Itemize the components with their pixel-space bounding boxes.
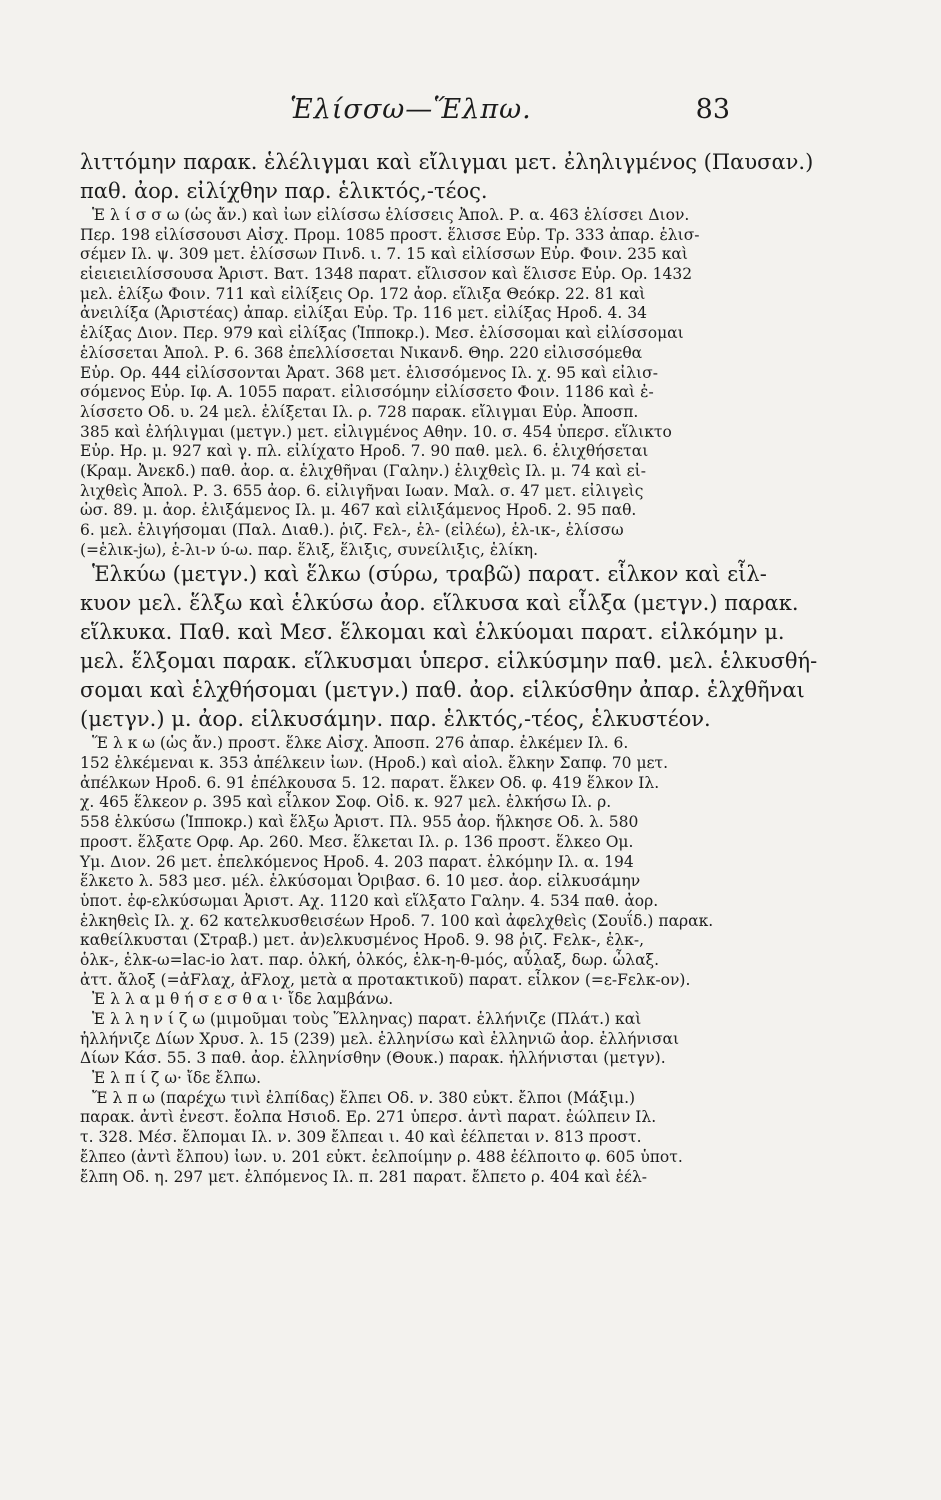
text-line: (Κραμ. Ἀνεκδ.) παθ. ἀορ. α. ἑλιχθῆναι (Γαλην.) ἑλιχθεὶς Ιλ. μ. 74 καὶ εἰ- xyxy=(80,461,646,480)
text-line: τ. 328. Μέσ. ἔλπομαι Ιλ. ν. 309 ἔλπεαι ι. 40 καὶ ἐέλπεται ν. 813 προστ. xyxy=(80,1128,642,1147)
text-line: ὠσ. 89. μ. ἀορ. ἑλιξάμενος Ιλ. μ. 467 καὶ εἰλιξάμενος Ηροδ. 2. 95 παθ. xyxy=(80,501,637,520)
text-line: Ἔ λ π ω (παρέχω τινὶ ἐλπίδας) ἔλπει Οδ. ν. 380 εὐκτ. ἔλποι (Μάξιμ.) xyxy=(92,1088,636,1107)
text-line: ἑλίξας Διον. Περ. 979 καὶ εἰλίξας (Ἱπποκρ.). Μεσ. ἑλίσσομαι καὶ εἰλίσσομαι xyxy=(80,324,684,343)
text-line: μελ. ἑλίξω Φοιν. 711 καὶ εἰλίξεις Ορ. 172 ἀορ. εἵλιξα Θεόκρ. 22. 81 καὶ xyxy=(80,284,646,303)
text-line: προστ. ἕλξατε Ορφ. Αρ. 260. Μεσ. ἕλκεται Ιλ. ρ. 136 προστ. ἕλκεο Ομ. xyxy=(80,832,634,851)
text-line: σομαι καὶ ἑλχθήσομαι (μετγν.) παθ. ἀορ. εἱλκύσθην ἀπαρ. ἑλχθῆναι xyxy=(80,678,805,703)
text-line: (=ἑλικ-jω), ἑ-λι-ν ύ-ω. παρ. ἕλιξ, ἕλιξις, συνείλιξις, ἑλίκη. xyxy=(80,540,539,559)
text-line: ὁλκ-, ἑλκ-ω=lac-io λατ. παρ. ὁλκή, ὁλκός, ἑλκ-η-θ-μός, αὖλαξ, δωρ. ὦλαξ. xyxy=(80,950,659,969)
text-line: Ἑ λ λ η ν ί ζ ω (μιμοῦμαι τοὺς Ἕλληνας) παρατ. ἑλλήνιζε (Πλάτ.) καὶ xyxy=(92,1010,642,1028)
text-line: παρακ. ἀντὶ ἐνεστ. ἔολπα Ησιοδ. Ερ. 271 ὑπερσ. ἀντὶ παρατ. ἐώλπειν Ιλ. xyxy=(80,1108,657,1127)
text-line: ἕλκετο λ. 583 μεσ. μέλ. ἑλκύσομαι Ὀριβασ. 6. 10 μεσ. ἀορ. εἱλκυσάμην xyxy=(80,872,641,891)
text-line: λιττόμην παρακ. ἑλέλιγμαι καὶ εἴλιγμαι μετ. ἐληλιγμένος (Παυσαν.) xyxy=(80,150,814,174)
text-line: λιχθεὶς Ἀπολ. Ρ. 3. 655 ἀορ. 6. εἰλιγῆναι Ιωαν. Μαλ. σ. 47 μετ. εἰλιγεὶς xyxy=(80,481,644,500)
running-head: Ἑλίσσω—Ἕλπω. xyxy=(290,94,532,125)
text-line: μελ. ἕλξομαι παρακ. εἵλκυσμαι ὑπερσ. εἱλκύσμην παθ. μελ. ἑλκυσθή- xyxy=(80,649,818,674)
text-line: Ἕ λ κ ω (ὡς ἄν.) προστ. ἕλκε Αἰσχ. Ἀποσπ. 276 ἀπαρ. ἑλκέμεν Ιλ. 6. xyxy=(92,734,629,753)
page-header xyxy=(80,94,730,138)
text-line: ἡλλήνιζε Δίων Χρυσ. λ. 15 (239) μελ. ἑλληνίσω καὶ ἑλληνιῶ ἀορ. ἑλλήνισαι xyxy=(80,1029,680,1048)
text-line: παθ. ἀορ. εἰλίχθην παρ. ἑλικτός,-τέος. xyxy=(80,179,488,203)
text-line: 385 καὶ ἐλήλιγμαι (μετγν.) μετ. εἰλιγμένος Αθην. 10. σ. 454 ὑπερσ. εἵλικτο xyxy=(80,422,672,441)
text-line: 558 ἑλκύσω (Ἱπποκρ.) καὶ ἕλξω Ἀριστ. Πλ. 955 ἀορ. ἥλκησε Οδ. λ. 580 xyxy=(80,813,639,832)
text-line: ἔλπη Οδ. η. 297 μετ. ἐλπόμενος Ιλ. π. 281 παρατ. ἔλπετο ρ. 404 καὶ ἐέλ- xyxy=(80,1167,647,1186)
text-line: ἀνειλίξα (Ἀριστέας) ἀπαρ. εἰλίξαι Εὐρ. Τρ. 116 μετ. εἰλίξας Ηροδ. 4. 34 xyxy=(80,304,647,323)
text-line: ἔλπεο (ἀντὶ ἔλπου) ἰων. υ. 201 εὐκτ. ἐελποίμην ρ. 488 ἐέλποιτο φ. 605 ὑποτ. xyxy=(80,1147,683,1166)
text-line: Ἑ λ ί σ σ ω (ὡς ἄν.) καὶ ἰων εἰλίσσω ἑλίσσεις Ἀπολ. Ρ. α. 463 ἑλίσσει Διον. xyxy=(92,206,690,224)
text-line: Ἐ λ λ α μ θ ή σ ε σ θ α ι· ἴδε λαμβάνω. xyxy=(92,990,394,1009)
text-line: ἀττ. ἄλοξ (=ἀFλαχ, ἀFλοχ, μετὰ α προτακτικοῦ) παρατ. εἷλκον (=ε-Fελκ-ον). xyxy=(80,970,691,989)
text-line: εἱειειειλίσσουσα Ἀριστ. Βατ. 1348 παρατ. εἴλισσον καὶ ἕλισσε Εὐρ. Ορ. 1432 xyxy=(80,265,693,284)
text-line: Ἐ λ π ί ζ ω· ἴδε ἔλπω. xyxy=(92,1069,262,1088)
text-line: Εὐρ. Ορ. 444 εἰλίσσονται Ἀρατ. 368 μετ. ἑλισσόμενος Ιλ. χ. 95 καὶ εἰλισ- xyxy=(80,363,658,382)
text-line: κυον μελ. ἕλξω καὶ ἑλκύσω ἀορ. εἵλκυσα καὶ εἷλξα (μετγν.) παρακ. xyxy=(80,591,799,616)
text-line: ἑλκηθεὶς Ιλ. χ. 62 κατελκυσθεισέων Ηροδ. 7. 100 καὶ ἀφελχθεὶς (Σουΐδ.) παρακ. xyxy=(80,911,714,930)
text-line: καθείλκυσται (Στραβ.) μετ. ἀν)ελκυσμένος Ηροδ. 9. 98 ῥιζ. Fελκ-, ἑλκ-, xyxy=(80,931,644,950)
dictionary-text xyxy=(80,148,818,1187)
text-line: Υμ. Διον. 26 μετ. ἐπελκόμενος Ηροδ. 4. 203 παρατ. ἑλκόμην Ιλ. α. 194 xyxy=(80,852,634,871)
text-line: 6. μελ. ἑλιγήσομαι (Παλ. Διαθ.). ῥιζ. Fελ-, ἑλ- (εἰλέω), ἑλ-ικ-, ἑλίσσω xyxy=(80,521,624,539)
text-line: Ἑλκύω (μετγν.) καὶ ἕλκω (σύρω, τραβῶ) παρατ. εἷλκον καὶ εἷλ- xyxy=(92,562,767,587)
text-line: ἑλίσσεται Ἀπολ. Ρ. 6. 368 ἐπελλίσσεται Νικανδ. Θηρ. 220 εἰλισσόμεθα xyxy=(80,343,643,362)
text-line: Δίων Κάσ. 55. 3 παθ. ἀορ. ἑλληνίσθην (Θουκ.) παρακ. ἡλλήνισται (μετγν). xyxy=(80,1049,666,1068)
text-line: ὑποτ. ἐφ-ελκύσωμαι Ἀριστ. Αχ. 1120 καὶ εἵλξατο Γαλην. 4. 534 παθ. ἀορ. xyxy=(80,891,659,910)
page-number: 83 xyxy=(695,94,730,125)
text-line: Εὐρ. Ηρ. μ. 927 καὶ γ. πλ. εἰλίχατο Ηροδ. 7. 90 παθ. μελ. 6. ἑλιχθήσεται xyxy=(80,442,649,461)
text-line: εἵλκυκα. Παθ. καὶ Μεσ. ἕλκομαι καὶ ἑλκύομαι παρατ. εἱλκόμην μ. xyxy=(80,620,785,645)
text-line: (μετγν.) μ. ἀορ. εἱλκυσάμην. παρ. ἑλκτός,-τέος, ἑλκυστέον. xyxy=(80,707,711,732)
text-line: σόμενος Εὐρ. Ιφ. Α. 1055 παρατ. εἰλισσόμην εἰλίσσετο Φοιν. 1186 καὶ ἐ- xyxy=(80,383,654,402)
text-line: ἀπέλκων Ηροδ. 6. 91 ἐπέλκουσα 5. 12. παρατ. ἕλκεν Οδ. φ. 419 ἕλκον Ιλ. xyxy=(80,773,660,792)
text-line: χ. 465 ἕλκεον ρ. 395 καὶ εἷλκον Σοφ. Οἰδ. κ. 927 μελ. ἑλκήσω Ιλ. ρ. xyxy=(80,793,612,812)
text-line: σέμεν Ιλ. ψ. 309 μετ. ἑλίσσων Πινδ. ι. 7. 15 καὶ εἰλίσσων Εὐρ. Φοιν. 235 καὶ xyxy=(80,245,688,264)
text-line: 152 ἑλκέμεναι κ. 353 ἀπέλκειν ἰων. (Ηροδ.) καὶ αἰολ. ἔλκην Σαπφ. 70 μετ. xyxy=(80,754,669,773)
text-line: λίσσετο Οδ. υ. 24 μελ. ἑλίξεται Ιλ. ρ. 728 παρακ. εἴλιγμαι Εὐρ. Ἀποσπ. xyxy=(80,402,639,421)
text-line: Περ. 198 εἰλίσσουσι Αἰσχ. Προμ. 1085 προστ. ἕλισσε Εὐρ. Τρ. 333 ἀπαρ. ἑλισ- xyxy=(80,225,700,244)
